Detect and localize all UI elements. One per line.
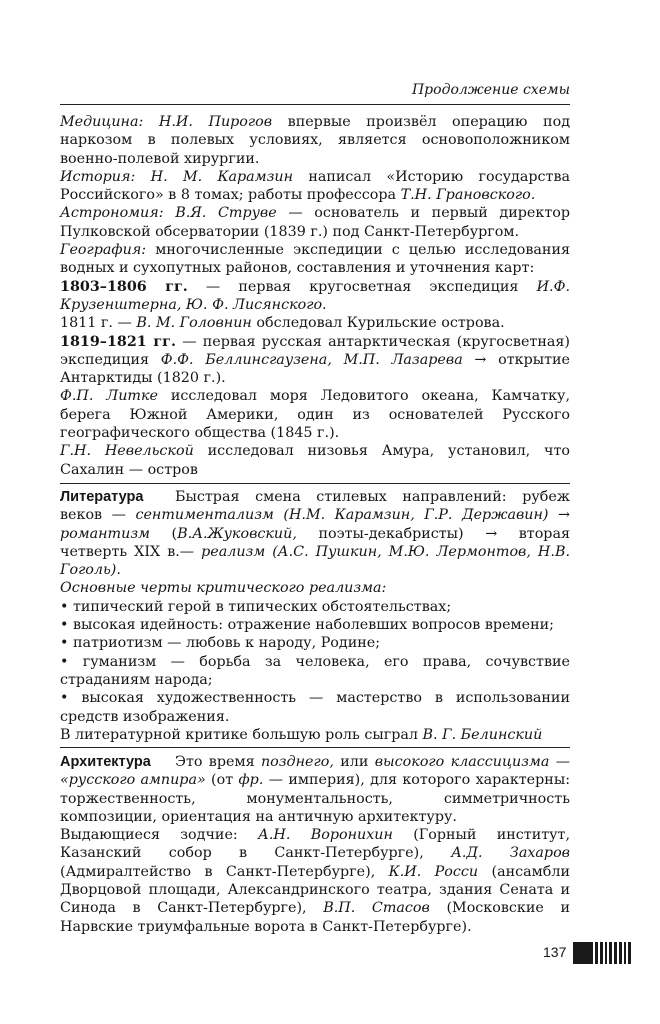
- person-name: Ф.Ф. Беллинсгаузена, М.П. Лазарева: [160, 351, 463, 368]
- expedition-1811: 1811 г. — В. М. Головнин обследовал Курильские острова.: [60, 315, 505, 332]
- marker-bar: [605, 942, 608, 964]
- marker-bar: [600, 942, 603, 964]
- architecture-rule: [60, 747, 570, 748]
- literature-heading: Литература: [60, 489, 144, 505]
- medicine-paragraph: Медицина: Н.И. Пирогов впервые произвёл операцию под наркозом в полевых условиях, является основоположником военно-полевой хирургии.: [60, 114, 570, 167]
- astronomy-paragraph: Астрономия: В.Я. Струве — основатель и первый директор Пулковской обсерватории (1839 г.) под Санкт-Петербургом.: [60, 205, 570, 240]
- feature-item: • патриотизм — любовь к народу, Родине;: [60, 635, 381, 652]
- geography-paragraph: География: многочисленные экспедиции с целью исследования водных и сухопутных районов, составления и уточнения карт:: [60, 242, 570, 277]
- feature-item: • типический герой в типических обстоятельствах;: [60, 598, 452, 615]
- person-name: Т.Н. Грановского.: [400, 187, 536, 204]
- marker-bar: [628, 942, 631, 964]
- expedition-1803: 1803–1806 гг. — первая кругосветная экспедиция И.Ф. Крузенштерна, Ю. Ф. Лисянского.: [60, 278, 570, 313]
- literature-intro: Быстрая смена стилевых направлений: рубеж веков — сентиментализм (Н.М. Карамзин, Г.Р. Державин) → романтизм (В.А.Жуковский, поэты-декабристы) → вторая четверть XIX в.— реализм (А.С. Пушкин, М.Ю. Лермонтов, Н.В. Гоголь).: [60, 489, 570, 579]
- nevelskoy-paragraph: Г.Н. Невельской исследовал низовья Амура, установил, что Сахалин — остров: [60, 443, 570, 478]
- person-name: В. М. Головнин: [136, 315, 252, 332]
- person-name: В. Г. Белинский: [422, 726, 543, 743]
- page-marker-bars: [573, 942, 633, 964]
- person-name: А.Н. Воронихин: [258, 827, 393, 844]
- literature-section: [60, 488, 570, 744]
- architecture-intro: Это время позднего, или высокого классицизма — «русского ампира» (от фр. — империя), для которого характерны: торжественность, монументальность, симметричность композиции, ориентация на античную архитектуру.: [60, 754, 571, 825]
- person-name: К.И. Росси: [388, 863, 479, 880]
- feature-item: • гуманизм — борьба за человека, его права, сочувствие страданиям народа;: [60, 653, 570, 688]
- marker-bar: [614, 942, 617, 964]
- feature-item: • высокая художественность — мастерство в использовании средств изображения.: [60, 690, 570, 725]
- person-name: И.Ф. Крузенштерна, Ю. Ф. Лисянского.: [60, 278, 570, 313]
- critic-paragraph: В литературной критике большую роль сыграл В. Г. Белинский: [60, 726, 543, 743]
- feature-item: • высокая идейность: отражение наболевших вопросов времени;: [60, 617, 554, 634]
- marker-bar: [573, 942, 593, 964]
- person-name: А.Д. Захаров: [451, 845, 571, 862]
- person-name: В.Я. Струве: [175, 205, 277, 222]
- history-paragraph: История: Н. М. Карамзин написал «Историю государства Российского» в 8 томах; работы профессора Т.Н. Грановского.: [60, 168, 571, 204]
- marker-bar: [619, 942, 622, 964]
- top-rule: [60, 104, 570, 105]
- running-head: Продолжение схемы: [411, 82, 570, 98]
- marker-bar: [624, 942, 627, 964]
- architecture-section: [60, 753, 570, 936]
- person-name: В.П. Стасов: [323, 900, 430, 917]
- person-name: Н. М. Карамзин: [150, 168, 293, 185]
- architects-paragraph: Выдающиеся зодчие: А.Н. Воронихин (Горный институт, Казанский собор в Санкт-Петербурге), А.Д. Захаров (Адмиралтейство в Санкт-Петербурге), К.И. Росси (ансамбли Дворцовой площади, Александринского театра, здания Сената и Синода в Санкт-Петербурге), В.П. Стасов (Московские и Нарвские триумфальные ворота в Санкт-Петербурге).: [60, 827, 571, 935]
- person-name: Н.И. Пирогов: [158, 114, 273, 130]
- person-name: Г.Н. Невельской: [60, 443, 194, 460]
- science-block: [60, 113, 570, 479]
- expedition-1819: 1819–1821 гг. — первая русская антарктическая (кругосветная) экспедиция Ф.Ф. Беллинсгаузена, М.П. Лазарева → открытие Антарктиды (1820 г.).: [60, 333, 571, 387]
- litke-paragraph: Ф.П. Литке исследовал моря Ледовитого океана, Камчатку, берега Южной Америки, один из основателей Русского географического общества (1845 г.).: [60, 388, 570, 442]
- features-title: Основные черты критического реализма:: [60, 580, 387, 597]
- page-number: 137: [543, 944, 567, 960]
- literature-rule: [60, 483, 570, 484]
- marker-bar: [595, 942, 598, 964]
- person-name: Ф.П. Литке: [60, 388, 158, 405]
- architecture-heading: Архитектура: [60, 754, 151, 770]
- marker-bar: [609, 942, 612, 964]
